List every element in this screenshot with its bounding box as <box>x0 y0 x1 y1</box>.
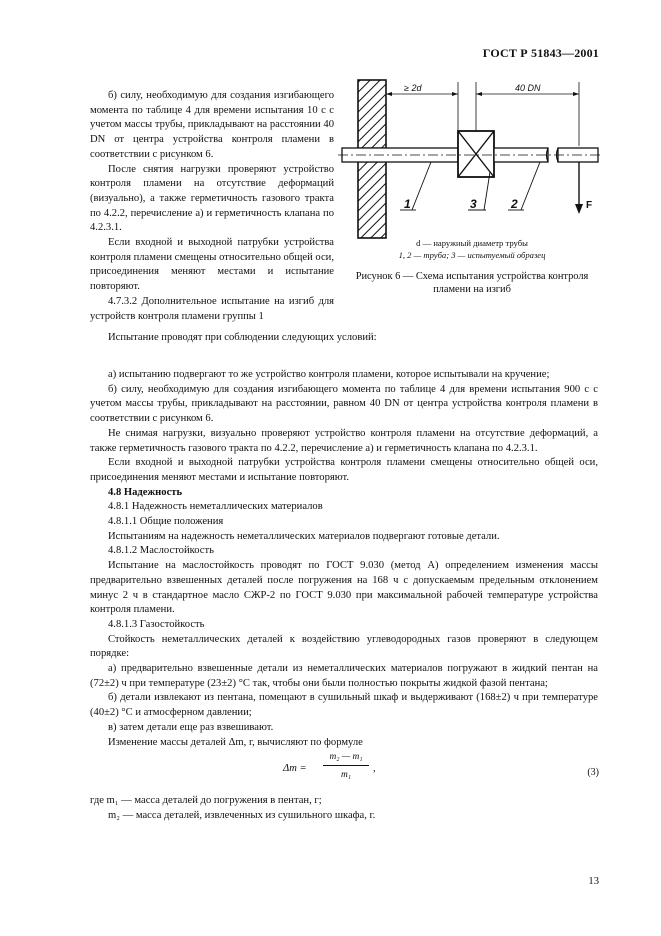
dim-label-40dn: 40 DN <box>515 83 541 93</box>
where-line: m₂ — масса деталей, извлеченных из сушильного шкафа, г. <box>108 809 376 821</box>
subsection-heading: 4.8.1.2 Маслостойкость <box>108 545 214 557</box>
paragraph: Испытание на маслостойкость проводят по ГОСТ 9.030 (метод А) определением изменения массы предварительно взвешенных деталей после погружения на 168 ч с допускаемым предельным отклонением минус 2 ч в стандартное масло СЖР-2 по ГОСТ 9.030 при максимальной рабочей температуре устройства контроля пламени. <box>90 560 598 616</box>
subsection-heading: 4.8.1 Надежность неметаллических материалов <box>108 501 323 513</box>
subsection-heading: 4.8.1.3 Газостойкость <box>108 618 205 630</box>
force-label: F <box>586 200 593 211</box>
equation-number: (3) <box>587 767 599 778</box>
paragraph: Если входной и выходной патрубки устройства контроля пламени смещены относительно общей оси, присоединения меняют местами и испытание повторяют. <box>90 457 598 483</box>
main-text <box>90 332 598 750</box>
paragraph: б) детали извлекают из пентана, помещают в сушильный шкаф и выдерживают (168±2) ч при температуре (40±2) °С и атмосферном давлении; <box>90 692 598 719</box>
paragraph: Испытаниям на надежность неметаллических материалов подвергают готовые детали. <box>108 530 500 542</box>
document-header: ГОСТ Р 51843—2001 <box>482 46 599 60</box>
paragraph: Не снимая нагрузки, визуально проверяют устройство контроля пламени на отсутствие деформаций, а также герметичность газового тракта по 4.2.2, перечисление а) и герметичность клапана по 4.2.3.1. <box>90 427 598 454</box>
figure-caption: Рисунок 6 — Схема испытания устройства контроля пламени на изгиб <box>355 271 589 295</box>
dim-label-2d: ≥ 2d <box>404 83 422 93</box>
formula-3 <box>280 750 480 790</box>
paragraph: Стойкость неметаллических деталей к воздействию углеводородных газов проверяют в следующем порядке: <box>90 633 598 660</box>
where-line: где m₁ — масса деталей до погружения в пентан, г; <box>90 795 322 806</box>
paragraph: в) затем детали еще раз взвешивают. <box>108 721 274 733</box>
paragraph: а) испытанию подвергают то же устройство контроля пламени, которое испытывали на кручение; <box>108 369 550 381</box>
legend-line: 1, 2 — труба; 3 — испытуемый образец <box>398 249 546 260</box>
label-2: 2 <box>511 197 518 211</box>
formula-lhs: Δm = <box>283 763 307 774</box>
paragraph: б) силу, необходимую для создания изгибающего момента по таблице 4 для времени испытания 900 с с учетом массы трубы, прикладывают на расстоянии, равном 40 DN от центра устройства контроля пламени в соответствии с рисунком 6. <box>90 383 598 425</box>
paragraph: а) предварительно взвешенные детали из неметаллических материалов погружают в жидкий пентан на (72±2) ч при температуре (23±2) °С так, чтобы они были полностью покрыты жидкой фазой пентана; <box>90 663 598 689</box>
label-1: 1 <box>404 197 411 211</box>
formula-numerator: m₂ — m₁ <box>329 752 363 762</box>
paragraph: 4.7.3.2 Дополнительное испытание на изгиб для устройств контроля пламени группы 1 <box>90 295 334 322</box>
subsection-heading: 4.8.1.1 Общие положения <box>108 516 224 528</box>
paragraph: После снятия нагрузки проверяют устройство контроля пламени на отсутствие деформаций (визуально), а также герметичность газового тракта по 4.2.2, перечисление а) и герметичность клапана по 4.2.3.1. <box>90 163 334 234</box>
section-heading: 4.8 Надежность <box>108 486 183 498</box>
paragraph: б) силу, необходимую для создания изгибающего момента по таблице 4 для времени испытания 10 с с учетом массы трубы, прикладывают на расстоянии 40 DN от центра устройства контроля пламени в соответствии с рисунком 6. <box>90 90 334 160</box>
formula-explanation <box>90 794 598 823</box>
figure-legend <box>344 238 600 261</box>
left-column-text <box>90 89 334 324</box>
formula-fraction <box>323 750 369 782</box>
legend-line: d — наружный диаметр трубы <box>416 238 528 248</box>
paragraph: Испытание проводят при соблюдении следующих условий: <box>108 332 377 343</box>
paragraph: Если входной и выходной патрубки устройства контроля пламени смещены относительно общей оси, присоединения меняют местами и испытание повторяют. <box>90 237 334 293</box>
formula-denominator: m₁ <box>340 770 352 780</box>
page-number: 13 <box>588 876 599 887</box>
formula-comma: , <box>373 763 376 774</box>
label-3: 3 <box>470 197 477 211</box>
paragraph: Изменение массы деталей Δm, г, вычисляют по формуле <box>108 736 363 748</box>
